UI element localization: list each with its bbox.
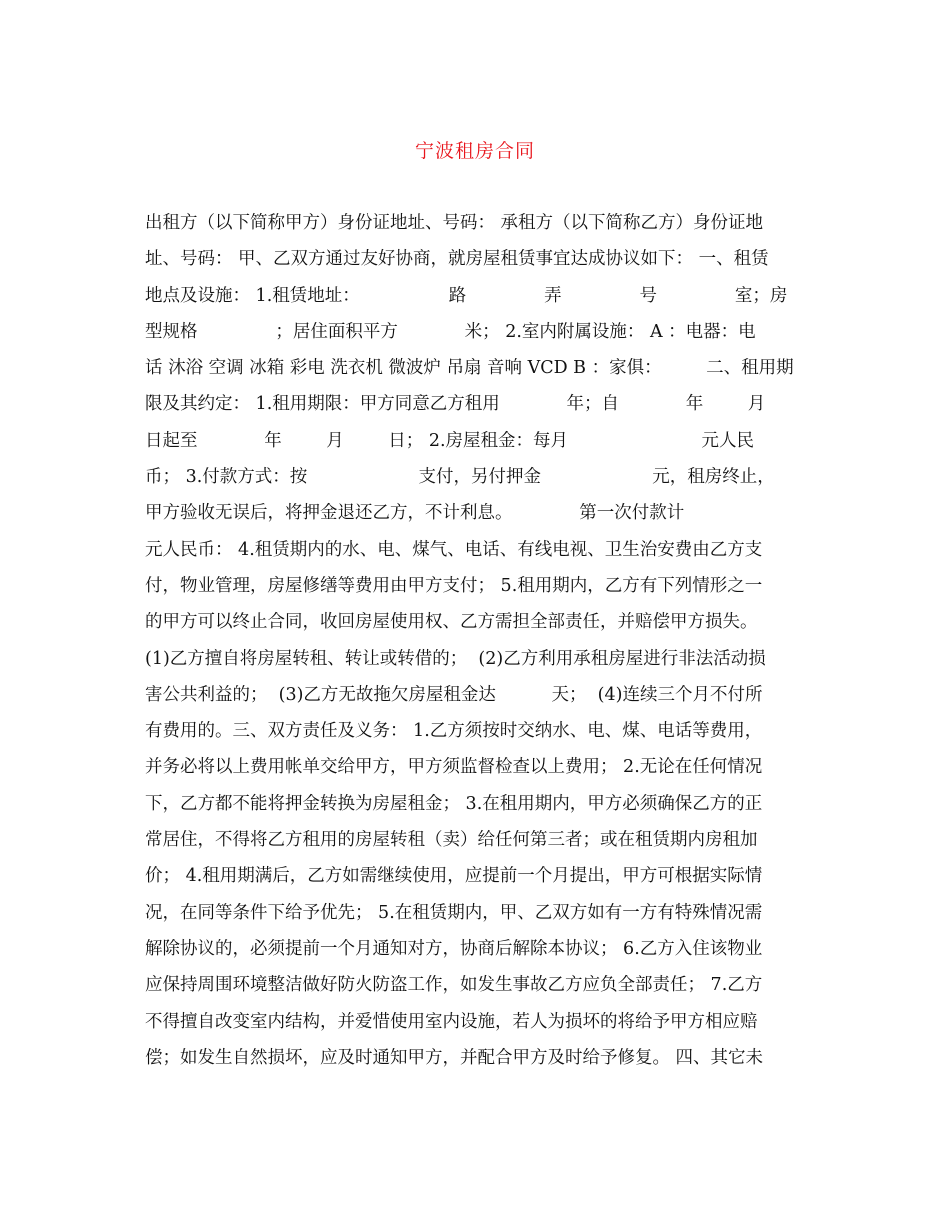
body-line: 价； 4.租用期满后，乙方如需继续使用，应提前一个月提出，甲方可根据实际情 bbox=[145, 866, 763, 887]
body-line: 型规格 ；居住面积平方 米； 2.室内附属设施： A ：电器：电 bbox=[145, 321, 756, 342]
body-line: 下，乙方都不能将押金转换为房屋租金； 3.在租用期内，甲方必须确保乙方的正 bbox=[145, 793, 763, 814]
body-line: 限及其约定： 1.租用期限：甲方同意乙方租用 年；自 年 月 bbox=[145, 394, 766, 415]
body-line: 并务必将以上费用帐单交给甲方，甲方须监督检查以上费用； 2.无论在任何情况 bbox=[145, 757, 763, 778]
body-line: 的甲方可以终止合同，收回房屋使用权、乙方需担全部责任，并赔偿甲方损失。 bbox=[145, 612, 758, 633]
body-line: 有费用的。三、双方责任及义务： 1.乙方须按时交纳水、电、煤、电话等费用， bbox=[145, 721, 763, 742]
body-line: 解除协议的，必须提前一个月通知对方，协商后解除本协议； 6.乙方入住该物业 bbox=[145, 938, 763, 959]
body-line: 况，在同等条件下给予优先； 5.在租赁期内，甲、乙双方如有一方有特殊情况需 bbox=[145, 902, 763, 923]
body-line: 付，物业管理，房屋修缮等费用由甲方支付； 5.租用期内，乙方有下列情形之一 bbox=[145, 575, 763, 596]
body-line: 害公共利益的； (3)乙方无故拖欠房屋租金达 天； (4)连续三个月不付所 bbox=[145, 684, 763, 705]
document-body bbox=[145, 205, 815, 1076]
body-line: 话 沐浴 空调 冰箱 彩电 洗衣机 微波炉 吊扇 音响 VCD B ：家俱： 二、租用期 bbox=[145, 358, 794, 379]
body-line: 址、号码： 甲、乙双方通过友好协商，就房屋租赁事宜达成协议如下： 一、租赁 bbox=[145, 249, 769, 270]
body-line: 甲方验收无误后，将押金退还乙方，不计利息。 第一次付款计 bbox=[145, 503, 685, 524]
body-line: 日起至 年 月 日； 2.房屋租金：每月 元人民 bbox=[145, 430, 755, 451]
body-line: (1)乙方擅自将房屋转租、转让或转借的； (2)乙方利用承租房屋进行非法活动损 bbox=[145, 648, 766, 669]
body-line: 币； 3.付款方式：按 支付，另付押金 元，租房终止， bbox=[145, 467, 775, 488]
body-line: 常居住，不得将乙方租用的房屋转租（卖）给任何第三者；或在租赁期内房租加 bbox=[145, 830, 758, 851]
body-line: 偿；如发生自然损坏，应及时通知甲方，并配合甲方及时给予修复。 四、其它未 bbox=[145, 1047, 764, 1068]
body-line: 不得擅自改变室内结构，并爱惜使用室内设施，若人为损坏的将给予甲方相应赔 bbox=[145, 1011, 758, 1032]
body-line: 出租方（以下简称甲方）身份证地址、号码： 承租方（以下简称乙方）身份证地 bbox=[145, 213, 764, 233]
body-line: 应保持周围环境整洁做好防火防盗工作，如发生事故乙方应负全部责任； 7.乙方 bbox=[145, 975, 763, 996]
body-line: 元人民币： 4.租赁期内的水、电、煤气、电话、有线电视、卫生治安费由乙方支 bbox=[145, 539, 763, 560]
body-line: 地点及设施： 1.租赁地址： 路 弄 号 室；房 bbox=[145, 285, 788, 306]
document-title: 宁波租房合同 bbox=[414, 140, 535, 162]
